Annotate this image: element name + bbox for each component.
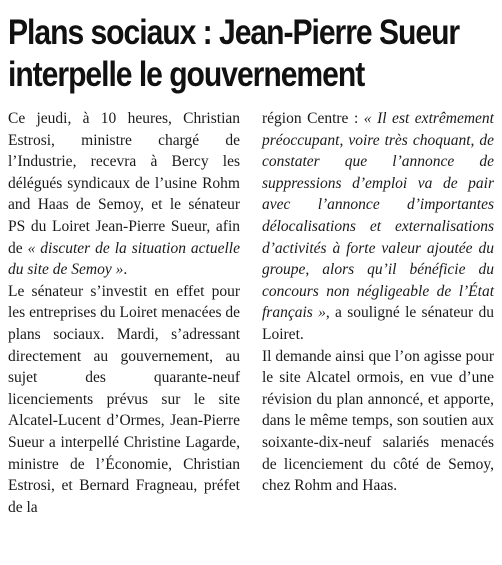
paragraph: [8, 108, 240, 281]
right-column: [262, 108, 494, 518]
left-column: [8, 108, 240, 518]
paragraph: [262, 108, 494, 346]
paragraph-text: région Centre :: [262, 110, 364, 127]
paragraph-text: , a souligné le sénateur du Loiret.: [262, 304, 495, 343]
paragraph-text: Ce jeudi, à 10 heures, Christian Estrosi, ministre chargé de l’Industrie, recevra à Bercy les délégués syndicaux de l’usine Rohm and Haas de Semoy, et le sénateur PS du Loiret Jean-Pierre Sueur, afin de: [8, 110, 240, 257]
paragraph: Il demande ainsi que l’on agisse pour le site Alcatel ormois, en vue d’une révision du plan annoncé, et apporte, dans le même temps, son soutien aux soixante-dix-neuf salariés menacés de licenciement du côté de Semoy, chez Rohm and Haas.: [262, 347, 494, 495]
article-headline: [8, 12, 490, 96]
headline-line-2: interpelle le gouvernement: [8, 55, 365, 94]
quotation: « Il est extrêmement préoccupant, voire très choquant, de constater que l’annonce de suppressions d’emploi va de pair avec l’annonce d’importantes délocalisations et externalisations d’activités à forte valeur ajoutée du groupe, alors qu’il bénéficie du concours non négligeable de l’État français »: [262, 110, 494, 322]
paragraph-text: .: [123, 261, 128, 279]
paragraph: Le sénateur s’investit en effet pour les entreprises du Loiret menacées de plans sociaux. Mardi, s’adressant directement au gouvernement, au sujet des quarante-neuf licenciements prévus sur le site Alcatel-Lucent d’Ormes, Jean-Pierre Sueur a interpellé Christine Lagarde, ministre de l’Économie, Christian Estrosi, et Bernard Fragneau, préfet de la: [8, 282, 240, 516]
headline-line-1: Plans sociaux : Jean-Pierre Sueur: [8, 13, 460, 52]
article-body: [8, 108, 494, 518]
quotation: « discuter de la situation actuelle du site de Semoy »: [8, 239, 240, 279]
